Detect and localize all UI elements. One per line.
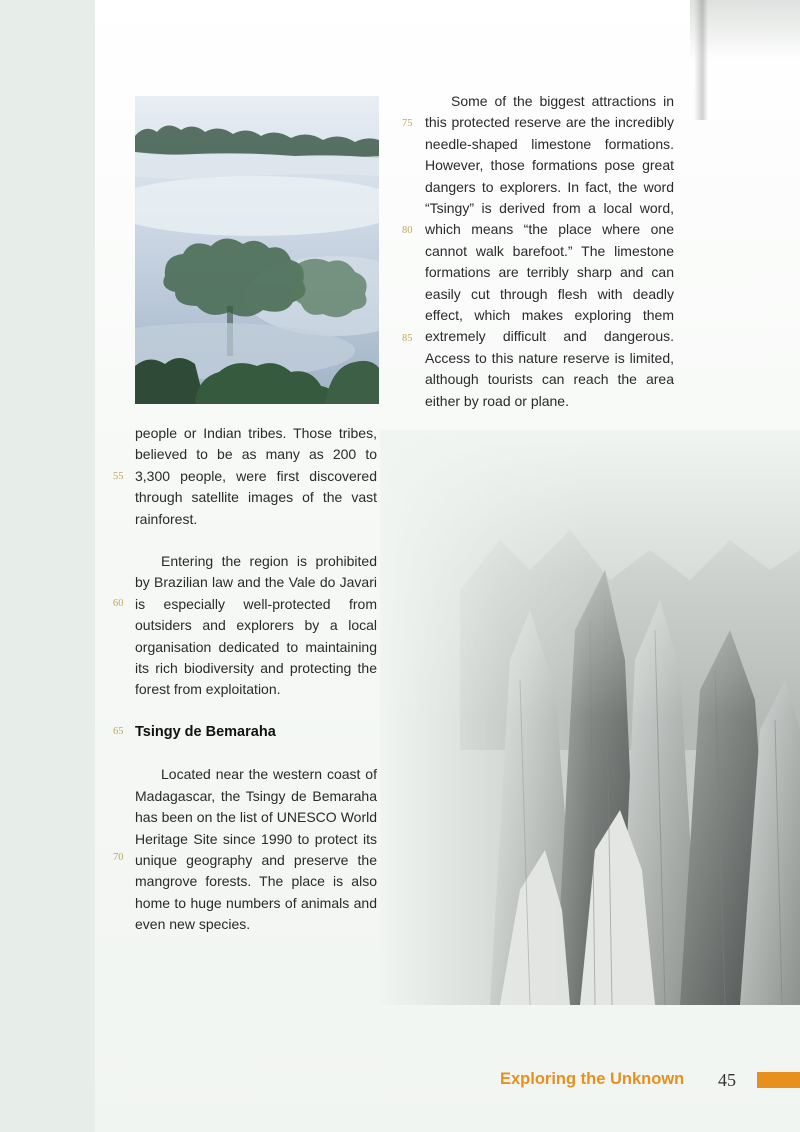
page-number: 45 [718, 1070, 736, 1090]
paragraph: people or Indian tribes. Those tribes, believed to be as many as 200 to 3,300 people, were first discovered through satellite images of the vast rainforest. [135, 425, 377, 527]
tsingy-photo [380, 430, 800, 1005]
line-number: 65 [113, 726, 124, 737]
line-number: 55 [113, 471, 124, 482]
rainforest-illustration [135, 96, 379, 404]
paragraph: Entering the region is prohibited by Brazilian law and the Vale do Javari is especially well-protected from outsiders and explorers by a local organisation dedicated to maintaining its rich biodiversity and protecting the forest from exploitation. [135, 553, 377, 698]
footer-accent-bar [757, 1072, 800, 1088]
line-number: 70 [113, 852, 124, 863]
page-fold-shadow [694, 0, 708, 120]
paragraph: Some of the biggest attractions in this protected reserve are the incredibly needle-shaped limestone formations. However, those formations pose great dangers to explorers. In fact, the word “Tsingy” is derived from a local word, which means “the place where one cannot walk barefoot.” The limestone formations are terribly sharp and can easily cut through flesh with deadly effect, which makes exploring them extremely difficult and dangerous. Access to this nature reserve is limited, although tourists can reach the area either by road or plane. [425, 93, 674, 409]
paragraph: Located near the western coast of Madagascar, the Tsingy de Bemaraha has been on the list of UNESCO World Heritage Site since 1990 to protect its unique geography and preserve the mangrove forests. The place is also home to huge numbers of animals and even new species. [135, 766, 377, 933]
line-number: 75 [402, 118, 413, 129]
line-number: 80 [402, 225, 413, 236]
rainforest-photo [135, 96, 379, 404]
line-number: 85 [402, 333, 413, 344]
right-text-column [425, 91, 674, 412]
left-text-column [135, 423, 377, 936]
running-footer-title: Exploring the Unknown [500, 1070, 685, 1088]
section-heading: Tsingy de Bemaraha [135, 723, 276, 740]
limestone-illustration [380, 430, 800, 1005]
page-margin [0, 0, 95, 1132]
line-number: 60 [113, 598, 124, 609]
